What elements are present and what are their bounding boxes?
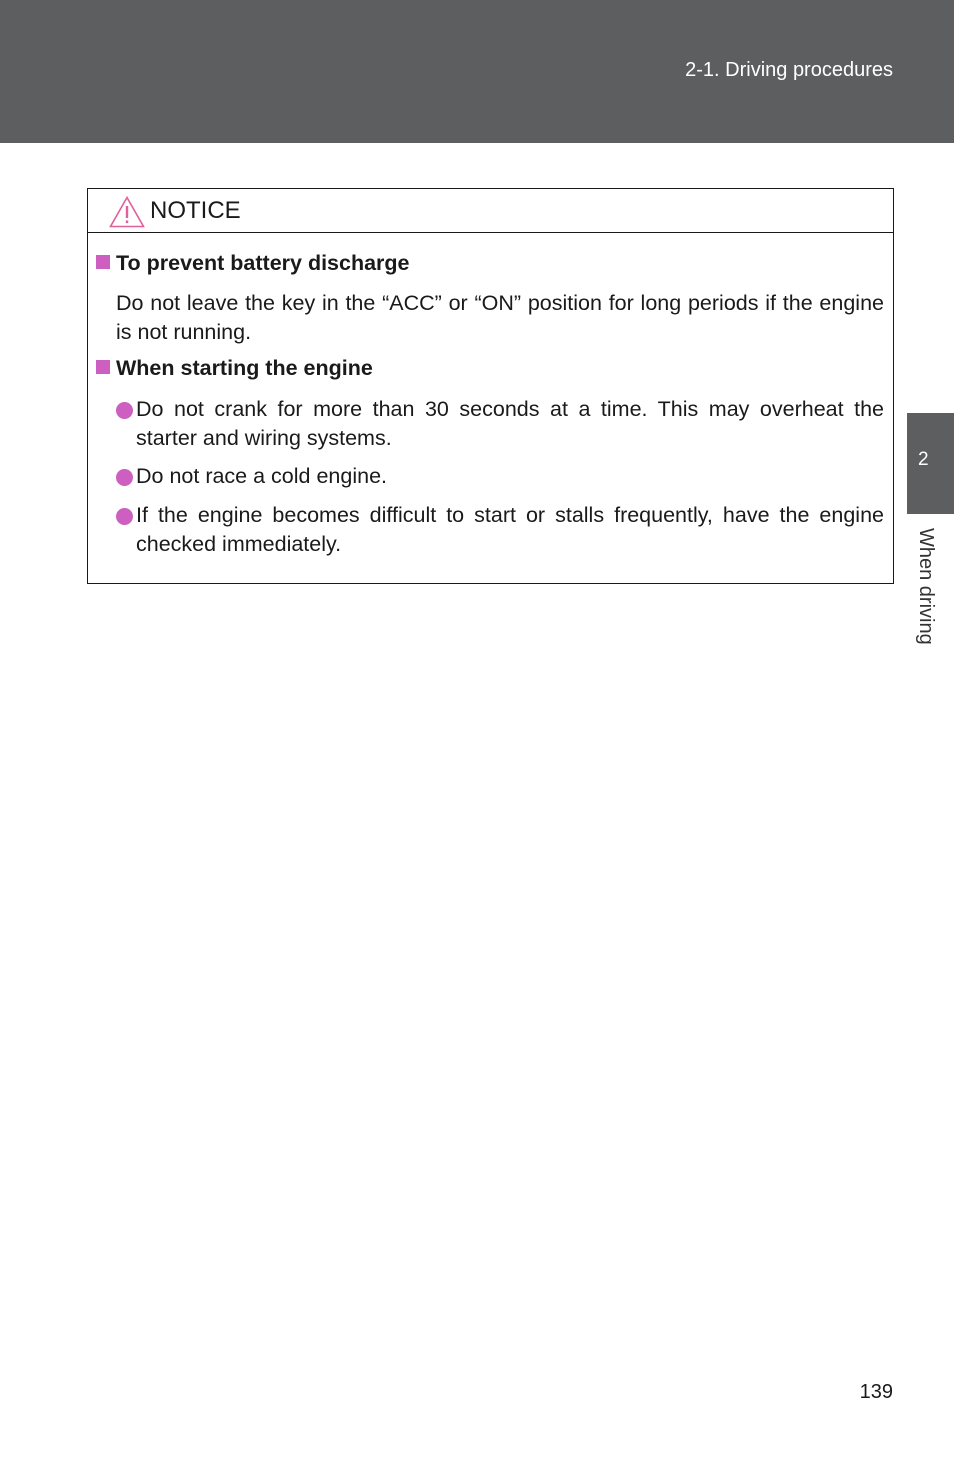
chapter-number: 2 (918, 449, 929, 470)
section-title: 2-1. Driving procedures (685, 59, 893, 81)
square-bullet-icon (96, 360, 110, 374)
square-bullet-icon (96, 255, 110, 269)
circle-bullet-icon (116, 469, 133, 486)
notice-box: NOTICE To prevent battery discharge Do not leave the key in the “ACC” or “ON” position for long periods if the engine is not running. When starting the engine Do not crank for more than 30 seconds at a time. This may overheat the starter and wiring systems. Do not race a cold engine. If the engine becomes difficult to start or stalls frequently, have the engine checked immediately. (87, 188, 894, 584)
section-heading-starting: When starting the engine (96, 356, 373, 381)
notice-title: NOTICE (150, 197, 241, 224)
battery-paragraph: Do not leave the key in the “ACC” or “ON” position for long periods if the engine is not running. (116, 291, 884, 344)
warning-triangle-icon (109, 196, 145, 228)
section-heading-battery: To prevent battery discharge (96, 251, 410, 276)
chapter-tab (907, 413, 954, 514)
notice-header (88, 189, 893, 233)
chapter-label: When driving (915, 528, 937, 645)
circle-bullet-icon (116, 402, 133, 419)
circle-bullet-icon (116, 508, 133, 525)
header-bar (0, 0, 954, 143)
page-number: 139 (859, 1381, 893, 1403)
